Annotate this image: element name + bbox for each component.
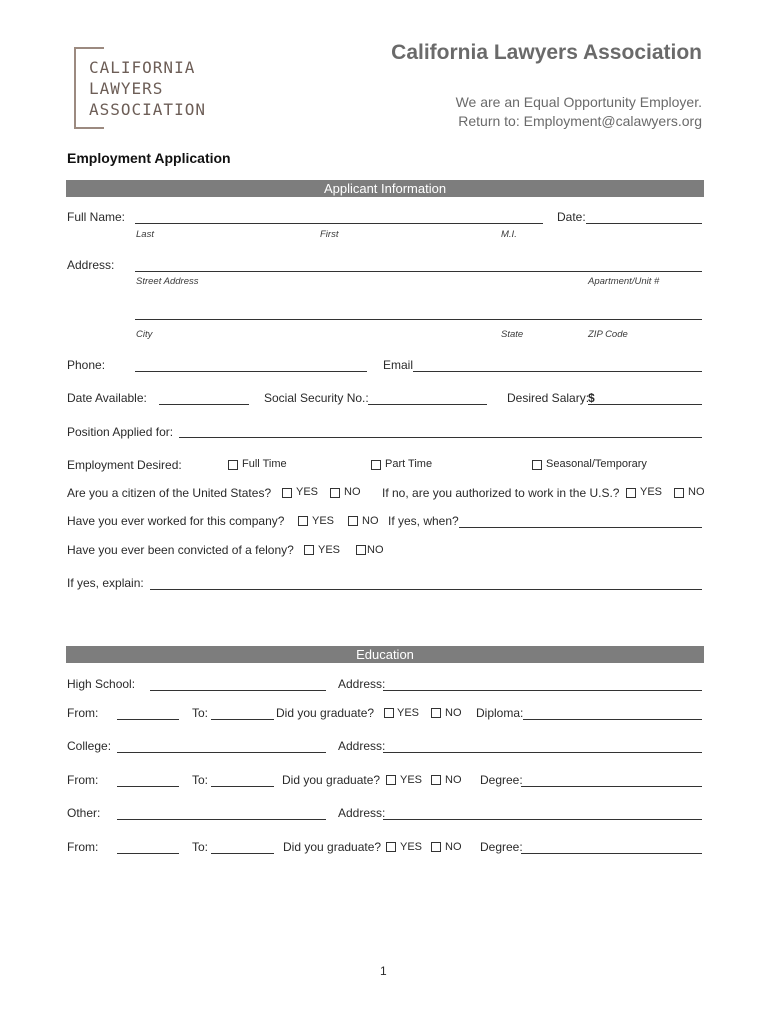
logo-line-1: CALIFORNIA bbox=[89, 58, 196, 77]
form-title: Employment Application bbox=[67, 150, 231, 166]
other-label: Other: bbox=[67, 806, 101, 820]
citizen-no-checkbox[interactable] bbox=[330, 488, 340, 498]
other-to-field[interactable] bbox=[211, 853, 274, 854]
email-field[interactable] bbox=[413, 371, 702, 372]
org-name: California Lawyers Association bbox=[391, 41, 702, 64]
mi-caption: M.I. bbox=[501, 229, 517, 240]
college-degree-label: Degree: bbox=[480, 773, 523, 787]
worked-yes-label: YES bbox=[312, 515, 335, 527]
citizen-question: Are you a citizen of the United States? bbox=[67, 486, 272, 500]
other-address-label: Address: bbox=[338, 806, 386, 820]
street-caption: Street Address bbox=[136, 276, 199, 287]
other-graduate-yes-label: YES bbox=[400, 841, 423, 853]
tagline-eoe: We are an Equal Opportunity Employer. bbox=[455, 94, 702, 110]
high-school-label: High School: bbox=[67, 677, 136, 691]
zip-caption: ZIP Code bbox=[588, 329, 628, 340]
citizen-no-label: NO bbox=[344, 486, 361, 498]
college-from-field[interactable] bbox=[117, 786, 179, 787]
worked-no-label: NO bbox=[362, 515, 379, 527]
if-yes-when-label: If yes, when? bbox=[388, 514, 459, 528]
hs-from-label: From: bbox=[67, 706, 99, 720]
college-degree-field[interactable] bbox=[521, 786, 702, 787]
college-graduate-no-checkbox[interactable] bbox=[431, 775, 441, 785]
felony-yes-label: YES bbox=[318, 544, 341, 556]
full-name-field[interactable] bbox=[135, 223, 543, 224]
college-graduate-question: Did you graduate? bbox=[282, 773, 381, 787]
date-available-field[interactable] bbox=[159, 404, 249, 405]
date-label: Date: bbox=[557, 210, 586, 224]
part-time-label: Part Time bbox=[385, 458, 433, 470]
hs-from-field[interactable] bbox=[117, 719, 179, 720]
apt-caption: Apartment/Unit # bbox=[588, 276, 660, 287]
other-graduate-question: Did you graduate? bbox=[283, 840, 382, 854]
other-graduate-no-label: NO bbox=[445, 841, 462, 853]
last-caption: Last bbox=[136, 229, 154, 240]
section-bar-applicant: Applicant Information bbox=[66, 180, 704, 197]
state-caption: State bbox=[501, 329, 524, 340]
authorized-yes-checkbox[interactable] bbox=[626, 488, 636, 498]
other-to-label: To: bbox=[192, 840, 209, 854]
worked-no-checkbox[interactable] bbox=[348, 516, 358, 526]
other-address-field[interactable] bbox=[383, 819, 702, 820]
worked-when-field[interactable] bbox=[459, 527, 702, 528]
college-to-field[interactable] bbox=[211, 786, 274, 787]
salary-dollar-sign: $ bbox=[588, 391, 595, 405]
page-number: 1 bbox=[380, 964, 387, 978]
email-label: Email bbox=[383, 358, 414, 372]
hs-graduate-yes-checkbox[interactable] bbox=[384, 708, 394, 718]
city-caption: City bbox=[136, 329, 153, 340]
date-available-label: Date Available: bbox=[67, 391, 147, 405]
other-school-field[interactable] bbox=[117, 819, 326, 820]
diploma-field[interactable] bbox=[523, 719, 702, 720]
authorized-question: If no, are you authorized to work in the U.S.? bbox=[382, 486, 620, 500]
address-label: Address: bbox=[67, 258, 115, 272]
hs-to-field[interactable] bbox=[211, 719, 274, 720]
hs-graduate-no-checkbox[interactable] bbox=[431, 708, 441, 718]
full-time-checkbox[interactable] bbox=[228, 460, 238, 470]
section-bar-education: Education bbox=[66, 646, 704, 663]
logo-line-3: ASSOCIATION bbox=[89, 100, 206, 119]
hs-graduate-no-label: NO bbox=[445, 707, 462, 719]
college-graduate-no-label: NO bbox=[445, 774, 462, 786]
city-state-zip-field[interactable] bbox=[135, 319, 702, 320]
worked-question: Have you ever worked for this company? bbox=[67, 514, 285, 528]
college-field[interactable] bbox=[117, 752, 326, 753]
college-to-label: To: bbox=[192, 773, 209, 787]
logo-line-2: LAWYERS bbox=[89, 79, 164, 98]
first-caption: First bbox=[320, 229, 339, 240]
citizen-yes-checkbox[interactable] bbox=[282, 488, 292, 498]
full-time-label: Full Time bbox=[242, 458, 287, 470]
other-degree-field[interactable] bbox=[521, 853, 702, 854]
position-field[interactable] bbox=[179, 437, 702, 438]
tagline-return: Return to: Employment@calawyers.org bbox=[458, 113, 702, 129]
salary-field[interactable] bbox=[588, 404, 702, 405]
college-label: College: bbox=[67, 739, 112, 753]
other-from-field[interactable] bbox=[117, 853, 179, 854]
seasonal-label: Seasonal/Temporary bbox=[546, 458, 647, 470]
authorized-no-label: NO bbox=[688, 486, 705, 498]
phone-field[interactable] bbox=[135, 371, 367, 372]
seasonal-checkbox[interactable] bbox=[532, 460, 542, 470]
felony-yes-checkbox[interactable] bbox=[304, 545, 314, 555]
authorized-yes-label: YES bbox=[640, 486, 663, 498]
explain-label: If yes, explain: bbox=[67, 576, 144, 590]
other-from-label: From: bbox=[67, 840, 99, 854]
hs-to-label: To: bbox=[192, 706, 209, 720]
explain-field[interactable] bbox=[150, 589, 702, 590]
hs-graduate-question: Did you graduate? bbox=[276, 706, 375, 720]
date-field[interactable] bbox=[586, 223, 702, 224]
hs-address-label: Address: bbox=[338, 677, 386, 691]
part-time-checkbox[interactable] bbox=[371, 460, 381, 470]
college-from-label: From: bbox=[67, 773, 99, 787]
college-graduate-yes-label: YES bbox=[400, 774, 423, 786]
ssn-field[interactable] bbox=[368, 404, 487, 405]
college-graduate-yes-checkbox[interactable] bbox=[386, 775, 396, 785]
felony-question: Have you ever been convicted of a felony? bbox=[67, 543, 294, 557]
other-graduate-yes-checkbox[interactable] bbox=[386, 842, 396, 852]
other-graduate-no-checkbox[interactable] bbox=[431, 842, 441, 852]
hs-graduate-yes-label: YES bbox=[397, 707, 420, 719]
citizen-yes-label: YES bbox=[296, 486, 319, 498]
college-address-label: Address: bbox=[338, 739, 386, 753]
high-school-field[interactable] bbox=[150, 690, 326, 691]
authorized-no-checkbox[interactable] bbox=[674, 488, 684, 498]
full-name-label: Full Name: bbox=[67, 210, 126, 224]
position-label: Position Applied for: bbox=[67, 425, 174, 439]
salary-label: Desired Salary: bbox=[507, 391, 590, 405]
hs-address-field[interactable] bbox=[383, 690, 702, 691]
phone-label: Phone: bbox=[67, 358, 106, 372]
employment-desired-label: Employment Desired: bbox=[67, 458, 182, 472]
worked-yes-checkbox[interactable] bbox=[298, 516, 308, 526]
diploma-label: Diploma: bbox=[476, 706, 524, 720]
ssn-label: Social Security No.: bbox=[264, 391, 369, 405]
street-address-field[interactable] bbox=[135, 271, 702, 272]
felony-no-checkbox[interactable] bbox=[356, 545, 366, 555]
other-degree-label: Degree: bbox=[480, 840, 523, 854]
felony-no-label: NO bbox=[367, 544, 384, 556]
college-address-field[interactable] bbox=[383, 752, 702, 753]
